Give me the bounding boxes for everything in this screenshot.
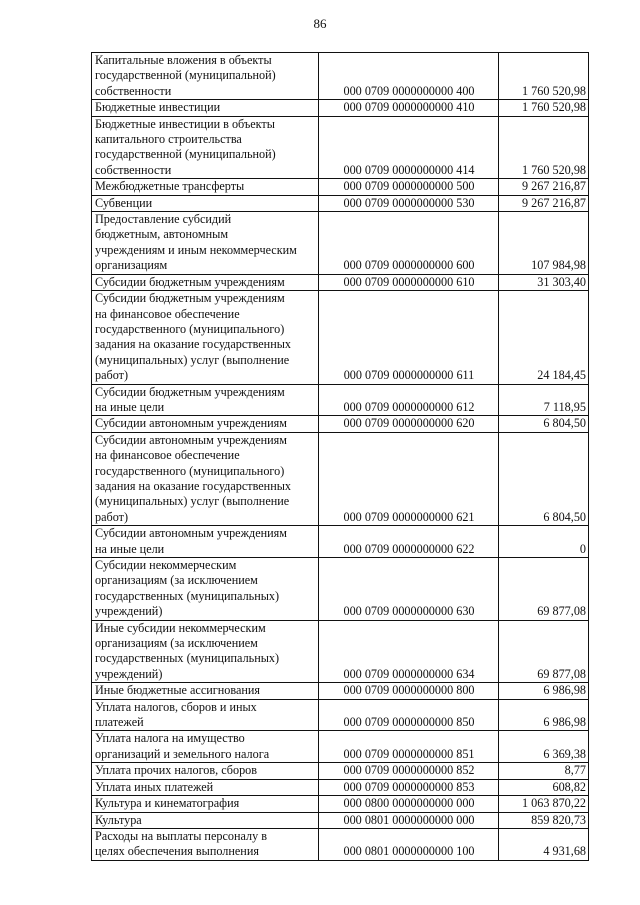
- amount-cell: 1 760 520,98: [499, 116, 589, 179]
- table-row: [92, 53, 589, 100]
- classification-code-cell: 000 0709 0000000000 622: [319, 526, 499, 558]
- table-row: [92, 212, 589, 275]
- expense-name-cell: Субсидии бюджетным учреждениям на иные цели: [92, 384, 319, 416]
- table-row: [92, 116, 589, 179]
- table-row: [92, 699, 589, 731]
- classification-code-cell: 000 0709 0000000000 852: [319, 763, 499, 779]
- expense-name-cell: Бюджетные инвестиции в объекты капитального строительства государственной (муниципальной) собственности: [92, 116, 319, 179]
- amount-cell: 9 267 216,87: [499, 195, 589, 211]
- classification-code-cell: 000 0709 0000000000 634: [319, 620, 499, 683]
- expense-name-cell: Уплата налогов, сборов и иных платежей: [92, 699, 319, 731]
- budget-table: [91, 52, 589, 861]
- expense-name-cell: Субсидии автономным учреждениям на финансовое обеспечение государственного (муниципального) задания на оказание государственных (муниципальных) услуг (выполнение работ): [92, 432, 319, 525]
- table-row: [92, 812, 589, 828]
- amount-cell: 1 063 870,22: [499, 796, 589, 812]
- budget-table-body: [92, 53, 589, 861]
- classification-code-cell: 000 0801 0000000000 000: [319, 812, 499, 828]
- amount-cell: 9 267 216,87: [499, 179, 589, 195]
- table-row: [92, 416, 589, 432]
- table-row: [92, 274, 589, 290]
- expense-name-cell: Субвенции: [92, 195, 319, 211]
- expense-name-cell: Капитальные вложения в объекты государственной (муниципальной) собственности: [92, 53, 319, 100]
- expense-name-cell: Расходы на выплаты персоналу в целях обеспечения выполнения: [92, 828, 319, 860]
- table-row: [92, 195, 589, 211]
- table-row: [92, 179, 589, 195]
- table-row: [92, 683, 589, 699]
- classification-code-cell: 000 0709 0000000000 800: [319, 683, 499, 699]
- expense-name-cell: Иные субсидии некоммерческим организациям (за исключением государственных (муниципальных) учреждений): [92, 620, 319, 683]
- amount-cell: 4 931,68: [499, 828, 589, 860]
- classification-code-cell: 000 0709 0000000000 630: [319, 558, 499, 621]
- expense-name-cell: Бюджетные инвестиции: [92, 100, 319, 116]
- classification-code-cell: 000 0709 0000000000 410: [319, 100, 499, 116]
- amount-cell: 0: [499, 526, 589, 558]
- amount-cell: 69 877,08: [499, 620, 589, 683]
- expense-name-cell: Субсидии автономным учреждениям: [92, 416, 319, 432]
- table-row: [92, 100, 589, 116]
- expense-name-cell: Субсидии автономным учреждениям на иные цели: [92, 526, 319, 558]
- amount-cell: 8,77: [499, 763, 589, 779]
- amount-cell: 6 986,98: [499, 699, 589, 731]
- amount-cell: 859 820,73: [499, 812, 589, 828]
- classification-code-cell: 000 0709 0000000000 611: [319, 291, 499, 384]
- expense-name-cell: Межбюджетные трансферты: [92, 179, 319, 195]
- expense-name-cell: Уплата налога на имущество организаций и земельного налога: [92, 731, 319, 763]
- classification-code-cell: 000 0709 0000000000 851: [319, 731, 499, 763]
- amount-cell: 6 986,98: [499, 683, 589, 699]
- classification-code-cell: 000 0709 0000000000 610: [319, 274, 499, 290]
- expense-name-cell: Субсидии бюджетным учреждениям на финансовое обеспечение государственного (муниципального) задания на оказание государственных (муниципальных) услуг (выполнение работ): [92, 291, 319, 384]
- classification-code-cell: 000 0709 0000000000 400: [319, 53, 499, 100]
- table-row: [92, 526, 589, 558]
- amount-cell: 107 984,98: [499, 212, 589, 275]
- classification-code-cell: 000 0709 0000000000 600: [319, 212, 499, 275]
- table-row: [92, 291, 589, 384]
- classification-code-cell: 000 0709 0000000000 621: [319, 432, 499, 525]
- table-row: [92, 432, 589, 525]
- amount-cell: 69 877,08: [499, 558, 589, 621]
- classification-code-cell: 000 0800 0000000000 000: [319, 796, 499, 812]
- classification-code-cell: 000 0709 0000000000 853: [319, 779, 499, 795]
- table-row: [92, 731, 589, 763]
- amount-cell: 1 760 520,98: [499, 53, 589, 100]
- table-row: [92, 620, 589, 683]
- classification-code-cell: 000 0801 0000000000 100: [319, 828, 499, 860]
- table-row: [92, 763, 589, 779]
- classification-code-cell: 000 0709 0000000000 414: [319, 116, 499, 179]
- table-row: [92, 558, 589, 621]
- table-row: [92, 828, 589, 860]
- table-row: [92, 384, 589, 416]
- page-number: 86: [313, 16, 327, 31]
- classification-code-cell: 000 0709 0000000000 612: [319, 384, 499, 416]
- expense-name-cell: Уплата прочих налогов, сборов: [92, 763, 319, 779]
- classification-code-cell: 000 0709 0000000000 620: [319, 416, 499, 432]
- amount-cell: 24 184,45: [499, 291, 589, 384]
- expense-name-cell: Субсидии некоммерческим организациям (за исключением государственных (муниципальных) учреждений): [92, 558, 319, 621]
- amount-cell: 31 303,40: [499, 274, 589, 290]
- amount-cell: 6 804,50: [499, 432, 589, 525]
- expense-name-cell: Культура и кинематография: [92, 796, 319, 812]
- expense-name-cell: Иные бюджетные ассигнования: [92, 683, 319, 699]
- amount-cell: 6 369,38: [499, 731, 589, 763]
- expense-name-cell: Субсидии бюджетным учреждениям: [92, 274, 319, 290]
- table-row: [92, 796, 589, 812]
- amount-cell: 1 760 520,98: [499, 100, 589, 116]
- classification-code-cell: 000 0709 0000000000 850: [319, 699, 499, 731]
- expense-name-cell: Культура: [92, 812, 319, 828]
- expense-name-cell: Предоставление субсидий бюджетным, автономным учреждениям и иным некоммерческим организациям: [92, 212, 319, 275]
- amount-cell: 7 118,95: [499, 384, 589, 416]
- classification-code-cell: 000 0709 0000000000 530: [319, 195, 499, 211]
- table-row: [92, 779, 589, 795]
- amount-cell: 6 804,50: [499, 416, 589, 432]
- expense-name-cell: Уплата иных платежей: [92, 779, 319, 795]
- classification-code-cell: 000 0709 0000000000 500: [319, 179, 499, 195]
- amount-cell: 608,82: [499, 779, 589, 795]
